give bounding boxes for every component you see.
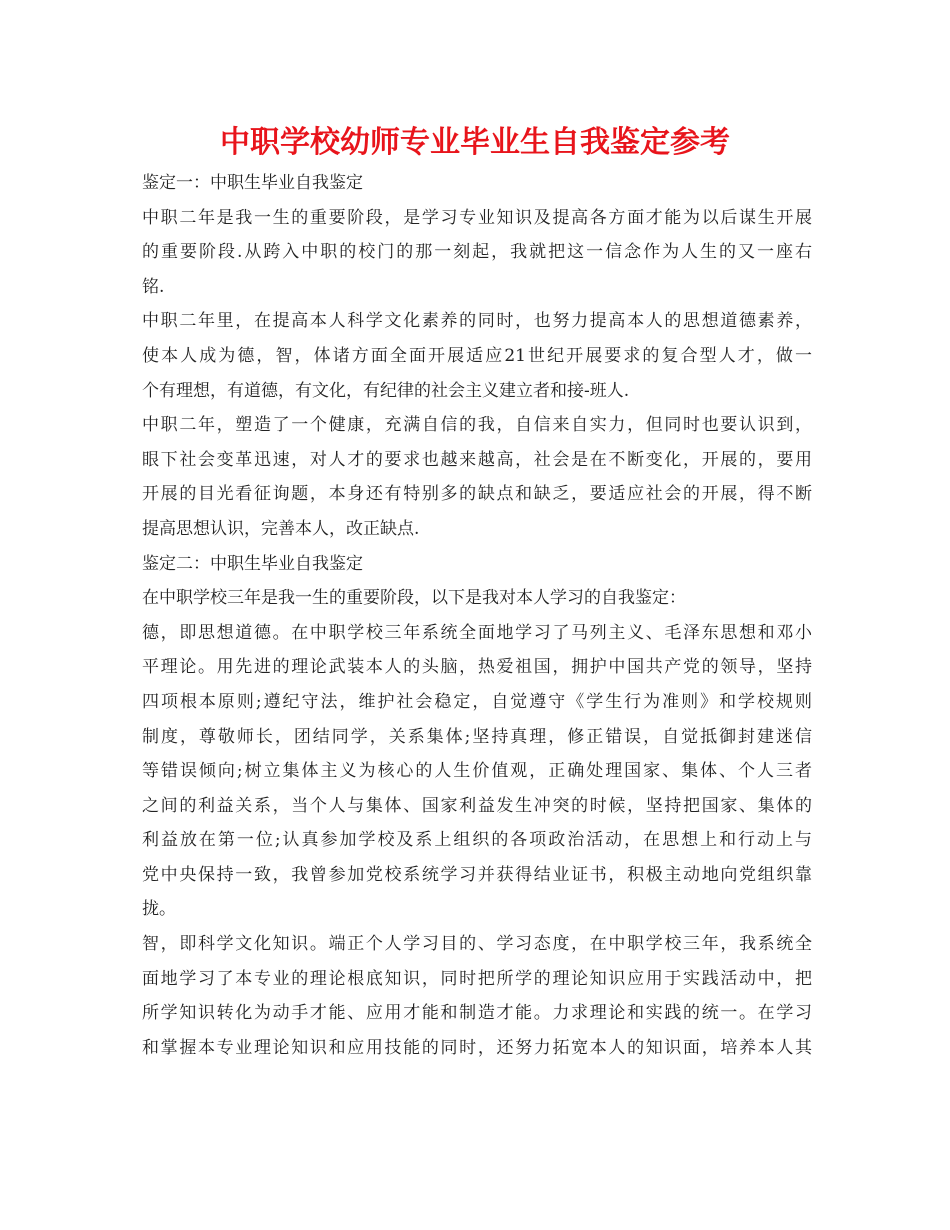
- text-line: 鉴定一：中职生毕业自我鉴定: [142, 173, 363, 193]
- text-line: 中职二年是我一生的重要阶段，是学习专业知识及提高各方面才能为以后谋生开展: [142, 207, 812, 228]
- text-line: 铭.: [142, 276, 165, 297]
- text-line: 智，即科学文化知识。端正个人学习目的、学习态度，在中职学校三年，我系统全: [142, 934, 812, 955]
- document-body: [142, 166, 812, 1065]
- text-line: 四项根本原则;遵纪守法，维护社会稳定，自觉遵守《学生行为准则》和学校规则: [142, 691, 812, 712]
- document-title: 中职学校幼师专业毕业生自我鉴定参考: [220, 125, 730, 160]
- text-line: 制度，尊敬师长，团结同学，关系集体;坚持真理，修正错误，自觉抵御封建迷信: [142, 726, 812, 747]
- text-line: 的重要阶段.从跨入中职的校门的那一刻起，我就把这一信念作为人生的又一座右: [142, 242, 812, 263]
- text-line: 拢。: [142, 899, 176, 920]
- text-line: 鉴定二：中职生毕业自我鉴定: [142, 553, 363, 574]
- text-line: 德，即思想道德。在中职学校三年系统全面地学习了马列主义、毛泽东思想和邓小: [142, 622, 812, 643]
- text-line: 中职二年里，在提高本人科学文化素养的同时，也努力提高本人的思想道德素养，: [142, 311, 812, 332]
- text-line: 党中央保持一致，我曾参加党校系统学习并获得结业证书，积极主动地向党组织靠: [142, 864, 812, 885]
- text-line: 等错误倾向;树立集体主义为核心的人生价值观，正确处理国家、集体、个人三者: [142, 761, 812, 782]
- text-line: 和掌握本专业理论知识和应用技能的同时，还努力拓宽本人的知识面，培养本人其: [142, 1037, 812, 1058]
- text-line: 使本人成为德，智，体诸方面全面开展适应21世纪开展要求的复合型人才，做一: [142, 345, 812, 366]
- text-line: 提高思想认识，完善本人，改正缺点.: [142, 518, 420, 539]
- text-line: 利益放在第一位;认真参加学校及系上组织的各项政治活动，在思想上和行动上与: [142, 830, 812, 851]
- text-line: 所学知识转化为动手才能、应用才能和制造才能。力求理论和实践的统一。在学习: [142, 1003, 812, 1024]
- text-line: 平理论。用先进的理论武装本人的头脑，热爱祖国，拥护中国共产党的领导，坚持: [142, 657, 812, 678]
- text-line: 面地学习了本专业的理论根底知识，同时把所学的理论知识应用于实践活动中，把: [142, 968, 812, 989]
- text-line: 眼下社会变革迅速，对人才的要求也越来越高，社会是在不断变化，开展的，要用: [142, 449, 812, 470]
- text-line: 个有理想，有道德，有文化，有纪律的社会主义建立者和接-班人.: [142, 380, 630, 401]
- text-line: 在中职学校三年是我一生的重要阶段，以下是我对本人学习的自我鉴定：: [142, 588, 686, 609]
- text-line: 之间的利益关系，当个人与集体、国家利益发生冲突的时候，坚持把国家、集体的: [142, 795, 812, 816]
- text-line: 中职二年，塑造了一个健康，充满自信的我，自信来自实力，但同时也要认识到，: [142, 415, 812, 436]
- text-line: 开展的目光看征询题，本身还有特别多的缺点和缺乏，要适应社会的开展，得不断: [142, 484, 812, 505]
